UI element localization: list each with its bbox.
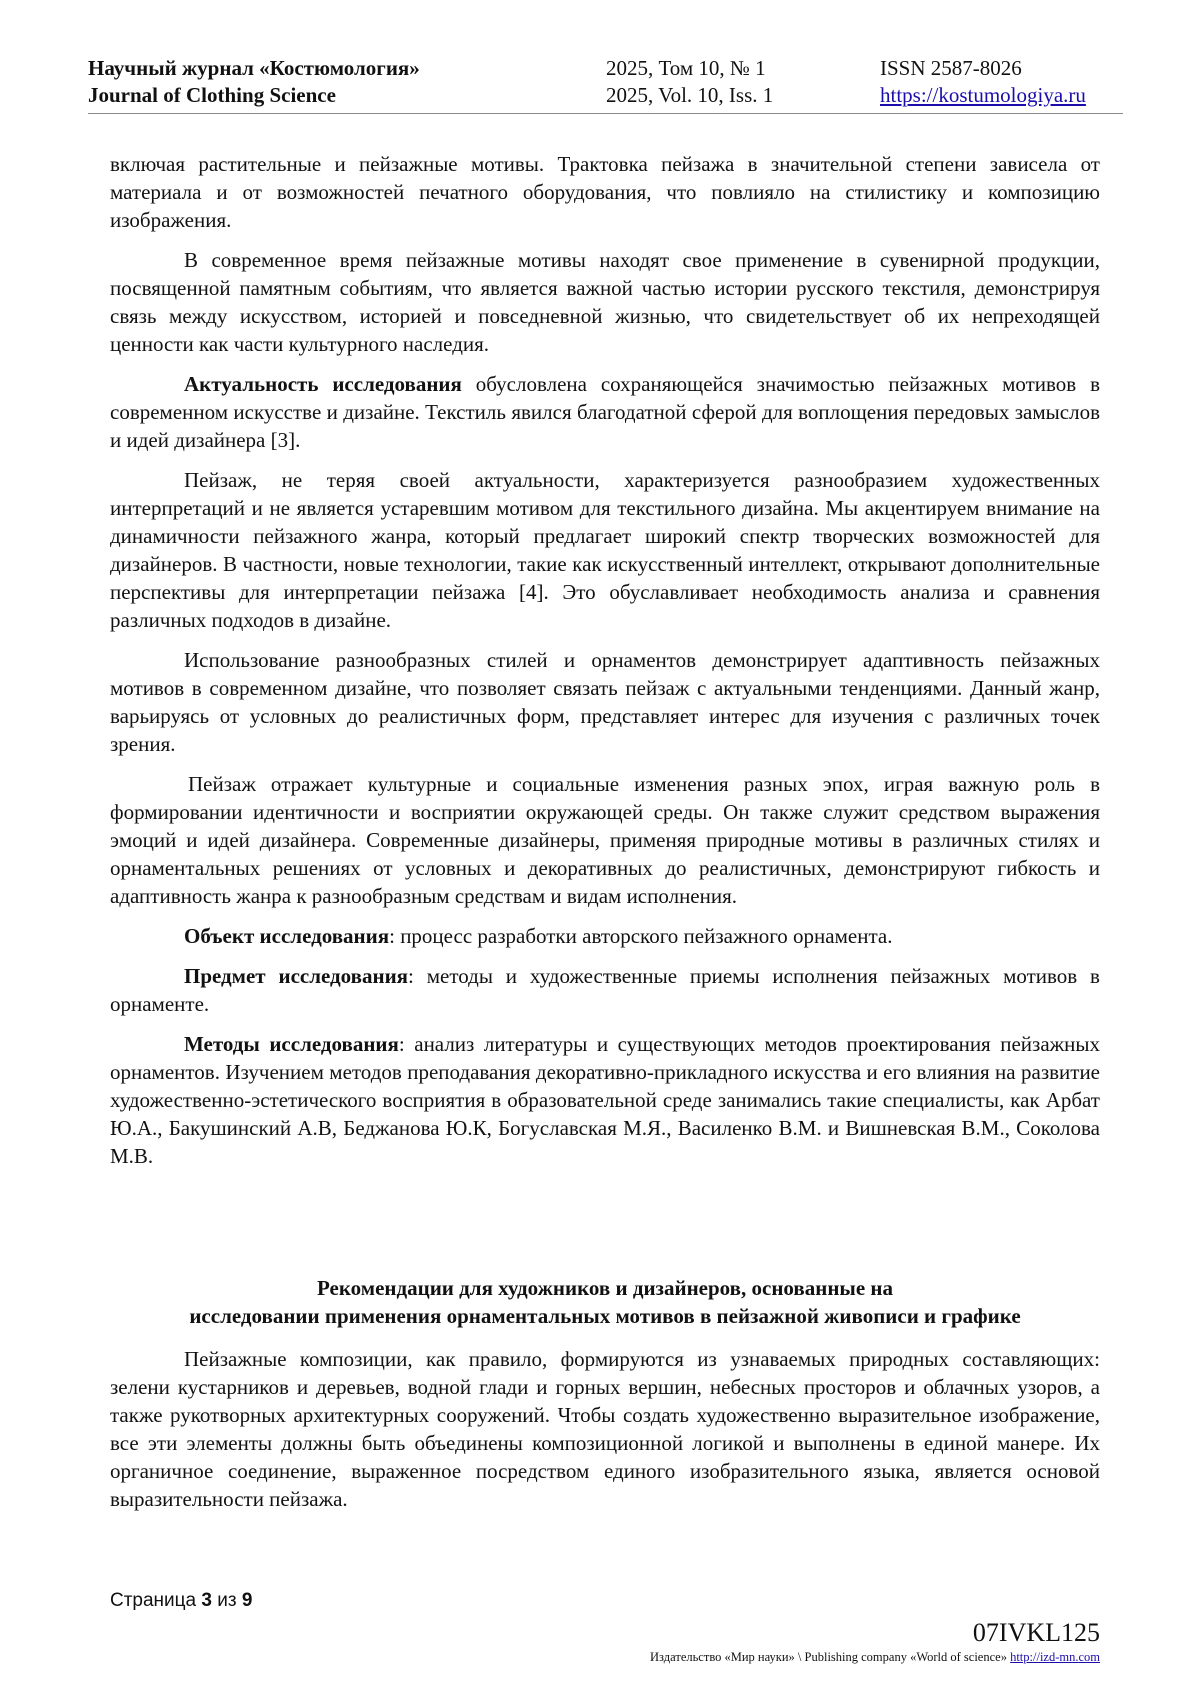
paragraph: Использование разнообразных стилей и орнаментов демонстрирует адаптивность пейзажных мотивов в современном дизайне, что позволяет связать пейзаж с актуальными тенденциями. Данный жанр, варьируясь от условных до реалистичных форм, представляет интерес для изучения с различных точек зрения. bbox=[110, 648, 1100, 756]
paragraph: Пейзаж отражает культурные и социальные изменения разных эпох, играя важную роль в формировании идентичности и восприятии окружающей среды. Он также служит средством выражения эмоций и идей дизайнера. Современные дизайнеры, применяя природные мотивы в различных стилях и орнаментальных решениях от условных и декоративных до реалистичных, демонстрируют гибкость и адаптивность жанра к разнообразным средствам и видам исполнения. bbox=[110, 772, 1100, 908]
subject-heading: Предмет исследования bbox=[184, 964, 409, 988]
page-total: 9 bbox=[241, 1590, 253, 1611]
paragraph-text: : методы и художественные приемы исполнения пейзажных мотивов в орнаменте. bbox=[110, 964, 1100, 1016]
paragraph: В современное время пейзажные мотивы находят свое применение в сувенирной продукции, посвященной памятным событиям, что является важной частью истории русского текстиля, демонстрируя связь между искусством, историей и повседневной жизнью, что свидетельствует об их непреходящей ценности как части культурного наследия. bbox=[110, 248, 1100, 356]
page-current: 3 bbox=[201, 1590, 212, 1611]
page-number bbox=[110, 1590, 252, 1612]
paragraph bbox=[110, 962, 1100, 1018]
section-title-line2: исследовании применения орнаментальных мотивов в пейзажной живописи и графике bbox=[189, 1304, 1021, 1328]
journal-url-link[interactable]: https://kostumologiya.ru bbox=[880, 83, 1086, 107]
issue-ru: 2025, Том 10, № 1 bbox=[606, 56, 766, 80]
publisher-text: Издательство «Мир науки» \ Publishing company «World of science» bbox=[650, 1650, 1007, 1664]
issn: ISSN 2587-8026 bbox=[880, 56, 1022, 80]
paragraph-text: : процесс разработки авторского пейзажного орнамента. bbox=[389, 924, 893, 948]
section-body bbox=[110, 1345, 1100, 1525]
issn-block bbox=[880, 55, 1086, 109]
journal-title-ru: Научный журнал «Костюмология» bbox=[88, 56, 420, 80]
issue-block bbox=[606, 55, 773, 109]
article-body bbox=[110, 150, 1100, 1182]
paragraph bbox=[110, 370, 1100, 454]
object-heading: Объект исследования bbox=[184, 924, 390, 948]
page-of: из bbox=[217, 1590, 237, 1611]
paragraph: Пейзаж, не теряя своей актуальности, характеризуется разнообразием художественных интерпретаций и не является устаревшим мотивом для текстильного дизайна. Мы акцентируем внимание на динамичности пейзажного жанра, который предлагает широкий спектр творческих возможностей для дизайнеров. В частности, новые технологии, такие как искусственный интеллект, открывают дополнительные перспективы для интерпретации пейзажа [4]. Это обуславливает необходимость анализа и сравнения различных подходов в дизайне. bbox=[110, 468, 1100, 632]
section-title-line1: Рекомендации для художников и дизайнеров, основанные на bbox=[316, 1276, 894, 1300]
article-code: 07IVKL125 bbox=[972, 1618, 1100, 1647]
paragraph-text: обусловлена сохраняющейся значимостью пейзажных мотивов в современном искусстве и дизайне. Текстиль явился благодатной сферой для воплощения передовых замыслов и идей дизайнера [3]. bbox=[110, 372, 1100, 452]
publisher-link[interactable]: http://izd-mn.com bbox=[1010, 1650, 1100, 1664]
journal-header bbox=[88, 55, 1123, 114]
paragraph-text: : анализ литературы и существующих методов проектирования пейзажных орнаментов. Изучением методов преподавания декоративно-прикладного искусства и его влияния на развитие художественно-эстетического восприятия в образовательной среде занимались такие специалисты, как Арбат Ю.А., Бакушинский А.В, Беджанова Ю.К, Богуславская М.Я., Василенко В.М. и Вишневская В.М., Соколова М.В. bbox=[110, 1032, 1100, 1168]
journal-title-en: Journal of Clothing Science bbox=[88, 83, 336, 107]
section-title bbox=[110, 1274, 1100, 1330]
issue-en: 2025, Vol. 10, Iss. 1 bbox=[606, 83, 774, 107]
paragraph bbox=[110, 1030, 1100, 1170]
publisher-line bbox=[650, 1650, 1100, 1665]
paragraph: Пейзажные композиции, как правило, формируются из узнаваемых природных составляющих: зелени кустарников и деревьев, водной глади и горных вершин, небесных просторов и облачных узоров, а также рукотворных архитектурных сооружений. Чтобы создать художественно выразительное изображение, все эти элементы должны быть объединены композиционной логикой и выполнены в единой манере. Их органичное соединение, выраженное посредством единого изобразительного языка, является основой выразительности пейзажа. bbox=[110, 1347, 1100, 1511]
methods-heading: Методы исследования bbox=[184, 1032, 399, 1056]
paragraph bbox=[110, 922, 1100, 950]
page-label: Страница bbox=[110, 1590, 197, 1611]
relevance-heading: Актуальность исследования bbox=[184, 372, 462, 396]
journal-title-block bbox=[88, 55, 420, 109]
paragraph: включая растительные и пейзажные мотивы. Трактовка пейзажа в значительной степени зависела от материала и от возможностей печатного оборудования, что повлияло на стилистику и композицию изображения. bbox=[110, 152, 1100, 232]
